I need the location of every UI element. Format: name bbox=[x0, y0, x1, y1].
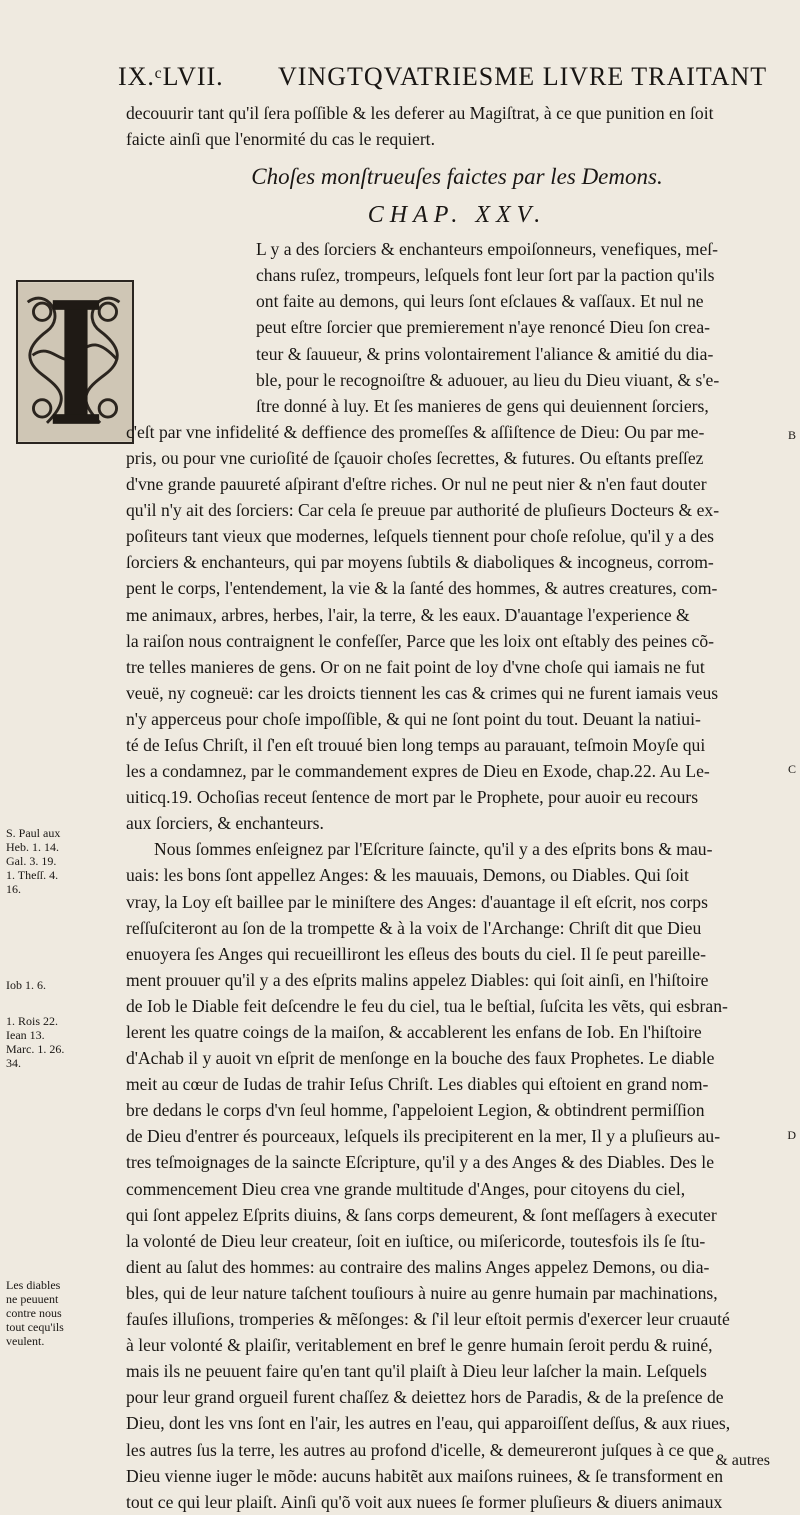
text-line: tout ce qui leur plaiſt. Ainſi qu'õ voit aux nuees ſe former pluſieurs & diuers animaux bbox=[126, 1491, 723, 1512]
text-line: d'vne grande pauureté aſpirant d'eſtre riches. Or nul ne peut nier & n'en faut douter bbox=[126, 474, 707, 495]
text-line: meit au cœur de Iudas de trahir Ieſus Chriſt. Les diables qui eſtoient en grand nom- bbox=[126, 1074, 709, 1095]
catchword: & autres bbox=[715, 1452, 770, 1469]
text-line: qui ſont appelez Eſprits diuins, & ſans corps demeurent, & ſont meſſagers à executer bbox=[126, 1204, 717, 1225]
text-line: chans ruſez, trompeurs, leſquels font leur ſort par la paction qu'ils bbox=[256, 265, 715, 286]
text-line: uiticq.19. Ochoſias receut ſentence de mort par le Prophete, pour auoir eu recours bbox=[126, 787, 699, 808]
folio-number: IX.ᶜLVII. bbox=[118, 62, 224, 91]
side-letter-b: B bbox=[787, 428, 796, 442]
main-text bbox=[126, 100, 788, 1515]
text-line: lerent les quatre coings de la maiſon, & accablerent les enfans de Iob. En l'hiſtoire bbox=[126, 1022, 702, 1042]
margin-note-paul: S. Paul aux Heb. 1. 14. Gal. 3. 19. 1. Theſſ. 4. 16. bbox=[6, 826, 61, 896]
text-line: la volonté de Dieu leur createur, ſoit en iuſtice, ou miſericorde, toutesfois ils ſe ſtu- bbox=[126, 1230, 706, 1251]
text-line: Dieu, dont les vns ſont en l'air, les autres en l'eau, qui apparoiſſent deſſus, & aux riues, bbox=[126, 1413, 731, 1434]
text-line: decouurir tant qu'il ſera poſſible & les deferer au Magiſtrat, à ce que punition en ſoit bbox=[126, 103, 714, 123]
side-letter-c: C bbox=[787, 762, 796, 776]
text-line: c'eſt par vne infidelité & deffience des promeſſes & aſſiſtence de Dieu: Ou par me- bbox=[126, 421, 705, 442]
text-line: bre dedans le corps d'vn ſeul homme, ſ'appeloient Legion, & obtindrent permiſſion bbox=[126, 1100, 705, 1121]
text-line: Nous ſommes enſeignez par l'Eſcriture ſaincte, qu'il y a des eſprits bons & mau- bbox=[154, 839, 713, 860]
text-line: reſſuſciteront au ſon de la trompette & à la voix de l'Archange: Chriſt dit que Dieu bbox=[126, 917, 702, 938]
page-header bbox=[118, 62, 786, 96]
text-line: les autres ſus la terre, les autres au profond d'icelle, & demeureront juſques à ce que bbox=[126, 1439, 714, 1460]
text-line: pris, ou pour vne curioſité de ſçauoir choſes ſecrettes, & futures. Ou eſtants preſſez bbox=[126, 447, 704, 468]
text-line: commencement Dieu crea vne grande multitude d'Anges, pour citoyens du ciel, bbox=[126, 1178, 686, 1199]
text-line: teur & ſauueur, & prins volontairement l'aliance & amitié du dia- bbox=[256, 343, 714, 364]
text-line: ſorciers & enchanteurs, qui par moyens ſubtils & diaboliques & incogneus, corrom- bbox=[126, 552, 714, 573]
text-line: les a condamnez, par le commandement expres de Dieu en Exode, chap.22. Au Le- bbox=[126, 761, 710, 782]
text-line: de Dieu d'entrer és pourceaux, leſquels ils precipiterent en la mer, Il y a pluſieurs au- bbox=[126, 1126, 721, 1147]
text-line: ble, pour le recognoiſtre & aduouer, au lieu du Dieu viuant, & s'e- bbox=[256, 369, 720, 390]
text-line: ment prouuer qu'il y a des eſprits malins appelez Diables: qui ſoit ainſi, en l'hiſtoire bbox=[126, 969, 709, 990]
body-paragraphs bbox=[126, 419, 788, 1515]
chapter-heading: CHAP. XXV. bbox=[367, 202, 547, 229]
section-subtitle: Choſes monſtrueuſes faictes par les Demons. bbox=[251, 164, 663, 190]
text-line: qu'il n'y ait des ſorciers: Car cela ſe preuue par authorité de pluſieurs Docteurs & ex- bbox=[126, 500, 720, 521]
text-line: à leur volonté & plaiſir, veritablement en bref le genre humain ſeroit perdu & ruiné, bbox=[126, 1335, 713, 1356]
text-line: poſiteurs tant vieux que modernes, leſquels tiennent pour choſe reſolue, qu'il y a des bbox=[126, 526, 715, 547]
side-letter-d: D bbox=[787, 1128, 796, 1142]
text-line: ſtre donné à luy. Et ſes manieres de gens qui deuiennent ſorciers, bbox=[256, 395, 709, 416]
text-line: té de Ieſus Chriſt, il ſ'en eſt trouué bien long temps au parauant, teſmoin Moyſe qui bbox=[126, 734, 706, 755]
text-line: tres teſmoignages de la saincte Eſcripture, qu'il y a des Anges & des Diables. Des le bbox=[126, 1152, 714, 1173]
text-line: me animaux, arbres, herbes, l'air, la terre, & les eaux. D'auantage l'experience & bbox=[126, 604, 690, 625]
text-line: pent le corps, l'entendement, la vie & la ſanté des hommes, & autres creatures, com- bbox=[126, 578, 718, 599]
margin-note-job: Iob 1. 6. bbox=[6, 978, 46, 992]
text-line: dient au ſalut des hommes: au contraire des malins Anges appelez Demons, ou dia- bbox=[126, 1256, 710, 1277]
margin-note-rois: 1. Rois 22. Iean 13. Marc. 1. 26. 34. bbox=[6, 1014, 65, 1070]
text-line: tre telles manieres de gens. Or on ne fait point de loy d'vne choſe qui iamais ne fut bbox=[126, 656, 705, 677]
text-line: peut eſtre ſorcier que premierement n'aye renoncé Dieu ſon crea- bbox=[256, 317, 711, 338]
running-title: VINGTQVATRIESME LIVRE TRAITANT bbox=[278, 62, 768, 91]
text-line: de Iob le Diable feit deſcendre le feu du ciel, tua le beſtial, ſuſcita les vẽts, qui esbran- bbox=[126, 995, 728, 1016]
text-line: bles, qui de leur nature taſchent touſiours à nuire au genre humain par machinations, bbox=[126, 1282, 718, 1303]
text-line: L y a des ſorciers & enchanteurs empoiſonneurs, venefiques, meſ- bbox=[256, 239, 719, 260]
text-line: pour leur grand orgueil furent chaſſez & deiettez hors de Paradis, & de la preſence de bbox=[126, 1387, 724, 1408]
text-line: d'Achab il y auoit vn eſprit de menſonge en la bouche des faux Prophetes. Le diable bbox=[126, 1048, 715, 1069]
text-line: vray, la Loy eſt baillee par le miniſtere des Anges: d'auantage il eſt eſcrit, nos corps bbox=[126, 891, 708, 912]
text-line: uais: les bons ſont appellez Anges: & les mauuais, Demons, ou Diables. Qui ſoit bbox=[126, 865, 689, 886]
text-line: fauſes illuſions, tromperies & mẽſonges: & ſ'il leur eſtoit permis d'exercer leur cruauté bbox=[126, 1309, 730, 1330]
text-line: Dieu vienne iuger le mõde: aucuns habitẽt aux maiſons ruinees, & ſe transforment en bbox=[126, 1465, 724, 1486]
text-line: mais ils ne peuuent faire qu'en tant qu'il plaiſt à Dieu leur laſcher la main. Leſquels bbox=[126, 1361, 707, 1382]
text-line: veuë, ny cogneuë: car les droicts tiennent les cas & crimes qui ne furent iamais veus bbox=[126, 682, 719, 703]
text-line: ont faite au demons, qui leurs ſont eſclaues & vaſſaux. Et nul ne bbox=[256, 291, 704, 312]
text-line: n'y apperceus pour choſe impoſſible, & qui ne ſont point du tout. Deuant la natiui- bbox=[126, 708, 701, 729]
text-line: faicte ainſi que l'enormité du cas le requiert. bbox=[126, 129, 435, 150]
margin-note-diables: Les diables ne peuuent contre nous tout cequ'ils veulent. bbox=[6, 1278, 64, 1348]
initial-paragraph bbox=[126, 236, 788, 419]
text-line: enuoyera ſes Anges qui recueilliront les eſleus des bouts du ciel. Il ſe peut pareille- bbox=[126, 943, 706, 964]
text-line: la raiſon nous contraignent le confeſſer, Parce que les loix ont eſtably des peines cõ- bbox=[126, 630, 714, 651]
decorated-initial-letter bbox=[16, 280, 134, 444]
text-line: aux ſorciers, & enchanteurs. bbox=[126, 813, 324, 834]
